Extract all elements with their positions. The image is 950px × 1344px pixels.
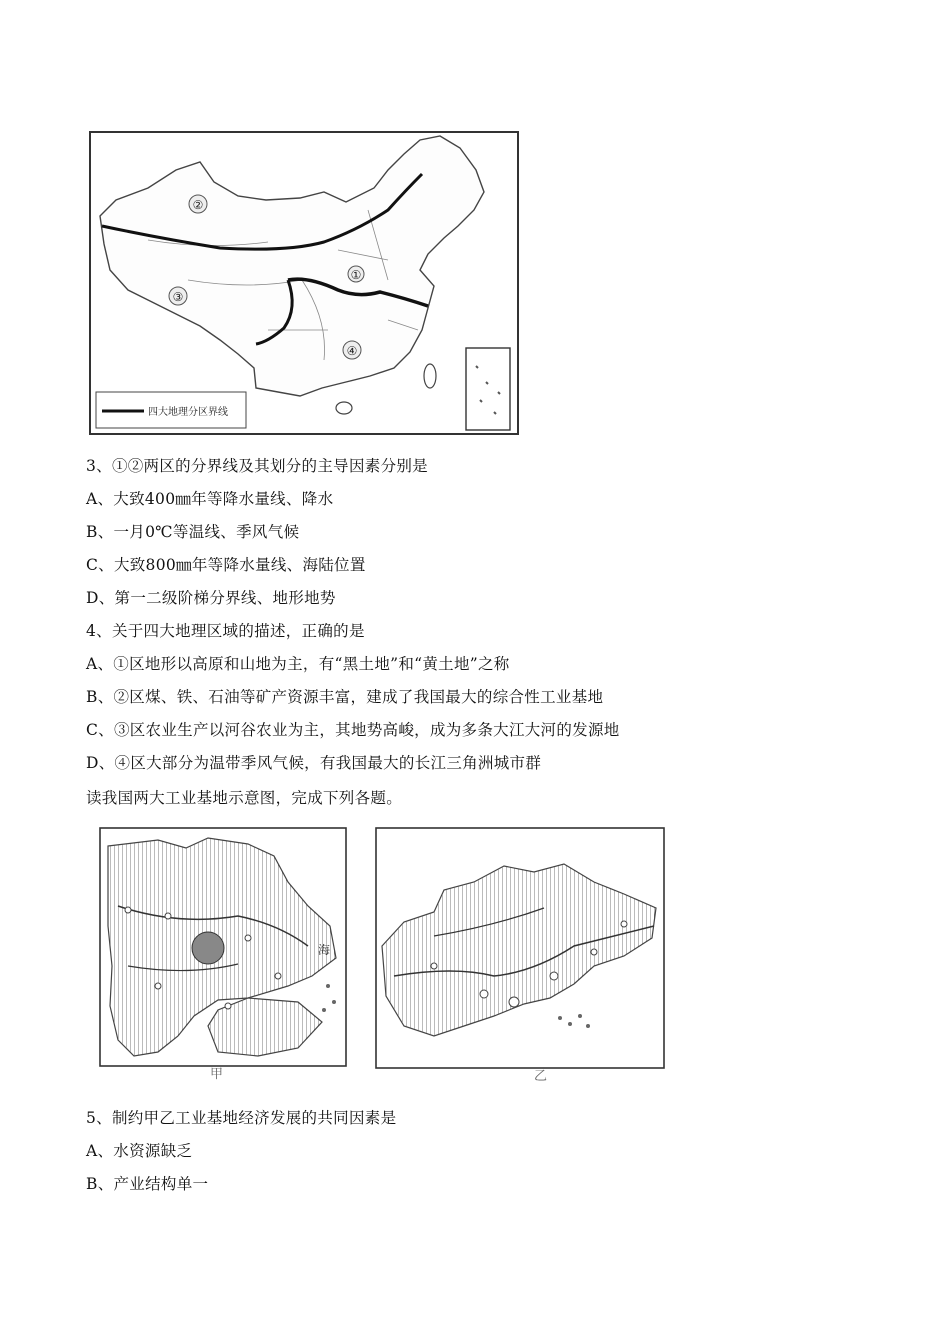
q4-option-c: C、③区农业生产以河谷农业为主，其地势高峻，成为多条大江大河的发源地 [86, 721, 620, 739]
instruction-text: 读我国两大工业基地示意图，完成下列各题。 [86, 789, 403, 807]
legend-text: 四大地理分区界线 [148, 407, 228, 418]
caption-jia: 甲 [210, 1067, 224, 1082]
caption-yi: 乙 [534, 1069, 548, 1084]
region-marker: ④ [346, 344, 358, 358]
q5-stem: 5、制约甲乙工业基地经济发展的共同因素是 [86, 1109, 397, 1127]
q3-option-d: D、第一二级阶梯分界线、地形地势 [86, 589, 336, 607]
region-marker: ② [192, 198, 204, 212]
q3-option-b: B、一月0℃等温线、季风气候 [86, 523, 300, 541]
q4-option-b: B、②区煤、铁、石油等矿产资源丰富，建成了我国最大的综合性工业基地 [86, 688, 604, 706]
china-regions-map [88, 130, 520, 436]
q4-stem: 4、关于四大地理区域的描述，正确的是 [86, 622, 365, 640]
region-marker: ① [350, 268, 362, 282]
q4-option-a: A、①区地形以高原和山地为主，有“黑土地”和“黄土地”之称 [86, 655, 510, 673]
q3-option-a: A、大致400㎜年等降水量线、降水 [86, 490, 334, 508]
sea-label: 海 [318, 943, 331, 957]
industrial-base-map-jia [98, 826, 348, 1082]
industrial-base-map-yi [374, 826, 666, 1084]
q3-option-c: C、大致800㎜年等降水量线、海陆位置 [86, 556, 366, 574]
q5-option-a: A、水资源缺乏 [86, 1142, 193, 1160]
q3-stem: 3、①②两区的分界线及其划分的主导因素分别是 [86, 457, 428, 475]
q4-option-d: D、④区大部分为温带季风气候，有我国最大的长江三角洲城市群 [86, 754, 542, 772]
region-marker: ③ [172, 290, 184, 304]
q5-option-b: B、产业结构单一 [86, 1175, 209, 1193]
